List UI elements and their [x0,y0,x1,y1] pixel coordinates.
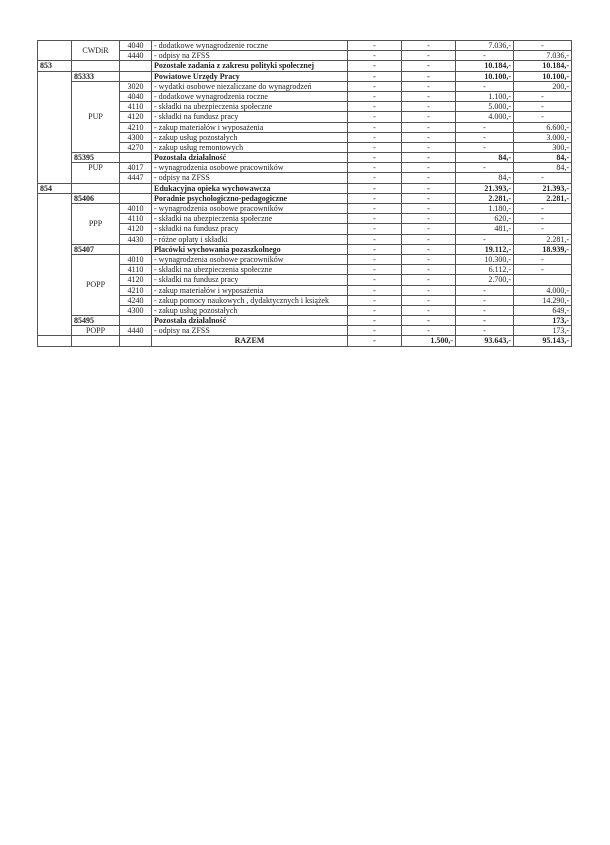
subsection-title: Pozostała działalność [152,316,348,326]
amount-col1: - [348,254,402,264]
amount-col2: - [402,122,456,132]
subsection-title: Powiatowe Urzędy Pracy [152,71,348,81]
amount-col2: - [402,305,456,315]
amount-col1: - [348,305,402,315]
amount-col3: 7.036,- [456,41,514,51]
amount-col3: 5.000,- [456,102,514,112]
paragraph-code: 4210 [120,285,152,295]
amount-col4: - [514,204,572,214]
unit-cell: PPP [72,204,120,245]
budget-table [37,40,572,347]
amount-col4: 10.184,- [514,61,572,71]
amount-col2: - [402,275,456,285]
item-description: - zakup usług pozostałych [152,305,348,315]
item-description: - składki na fundusz pracy [152,275,348,285]
table-row [38,326,572,336]
amount-col1: - [348,326,402,336]
amount-col1: - [348,316,402,326]
amount-col1: - [348,142,402,152]
amount-col1: - [348,132,402,142]
amount-col1: - [348,265,402,275]
paragraph-code: 4120 [120,275,152,285]
paragraph-code [120,71,152,81]
amount-col1: - [348,193,402,203]
amount-col2: - [402,234,456,244]
amount-col1: - [348,51,402,61]
table-row [38,41,572,51]
section-row [38,183,572,193]
dzial-cell [38,71,72,183]
amount-col4: 21.393,- [514,183,572,193]
amount-col2: - [402,295,456,305]
amount-col3: 1.100,- [456,91,514,101]
rozdzial-number: 85333 [72,71,120,81]
amount-col1: - [348,295,402,305]
item-description: - wydatki osobowe niezaliczane do wynagrodzeń [152,81,348,91]
amount-col3: 6.112,- [456,265,514,275]
amount-col1: - [348,122,402,132]
amount-col2: - [402,224,456,234]
amount-col3: - [456,163,514,173]
amount-col1: - [348,183,402,193]
amount-col2: - [402,51,456,61]
paragraph-code [120,61,152,71]
rozdzial-cell [72,61,120,71]
paragraph-code [120,244,152,254]
amount-col2: - [402,61,456,71]
item-description: - wynagrodzenia osobowe pracowników [152,204,348,214]
subsection-row [38,244,572,254]
section-title: Pozostałe zadania z zakresu polityki społecznej [152,61,348,71]
rozdzial-cell [72,336,120,346]
amount-col3: 10.100,- [456,71,514,81]
amount-col2: - [402,153,456,163]
paragraph-code: 4430 [120,234,152,244]
amount-col2: - [402,41,456,51]
amount-col2: - [402,71,456,81]
amount-col3: 620,- [456,214,514,224]
amount-col3: - [456,81,514,91]
amount-col2: 1.500,- [402,336,456,346]
item-description: - dodatkowe wynagrodzenie roczne [152,41,348,51]
paragraph-code: 4300 [120,305,152,315]
amount-col4: - [514,265,572,275]
amount-col4: 2.281,- [514,193,572,203]
amount-col3: - [456,326,514,336]
item-description: - zakup pomocy naukowych , dydaktycznych i książek [152,295,348,305]
subsection-title: Placówki wychowania pozaszkolnego [152,244,348,254]
amount-col1: - [348,71,402,81]
amount-col1: - [348,102,402,112]
amount-col4: - [514,102,572,112]
amount-col3: - [456,316,514,326]
paragraph-code: 4120 [120,112,152,122]
paragraph-code: 4010 [120,254,152,264]
amount-col4: 3.000,- [514,132,572,142]
amount-col4: 95.143,- [514,336,572,346]
amount-col1: - [348,285,402,295]
amount-col2: - [402,81,456,91]
amount-col3: 481,- [456,224,514,234]
dzial-cell [38,193,72,336]
amount-col4: 200,- [514,81,572,91]
amount-col4: - [514,173,572,183]
amount-col1: - [348,244,402,254]
paragraph-code: 4440 [120,51,152,61]
item-description: - odpisy na ZFSS [152,173,348,183]
table-row [38,204,572,214]
item-description: - zakup materiałów i wyposażenia [152,122,348,132]
amount-col4: 10.100,- [514,71,572,81]
amount-col3: 10.300,- [456,254,514,264]
paragraph-code [120,193,152,203]
paragraph-code: 4010 [120,204,152,214]
paragraph-code [120,183,152,193]
amount-col3: - [456,285,514,295]
section-row [38,61,572,71]
amount-col4: 7.036,- [514,51,572,61]
amount-col1: - [348,214,402,224]
paragraph-code: 4120 [120,224,152,234]
item-description: - dodatkowe wynagrodzenia roczne [152,91,348,101]
amount-col3: - [456,234,514,244]
item-description: - zakup materiałów i wyposażenia [152,285,348,295]
amount-col3: - [456,295,514,305]
amount-col4: 6.600,- [514,122,572,132]
amount-col2: - [402,254,456,264]
amount-col2: - [402,132,456,142]
amount-col3: - [456,122,514,132]
paragraph-code: 4440 [120,326,152,336]
amount-col3: 21.393,- [456,183,514,193]
subsection-row [38,316,572,326]
item-description: - składki na ubezpieczenia społeczne [152,214,348,224]
amount-col1: - [348,81,402,91]
amount-col4: 14.290,- [514,295,572,305]
rozdzial-number: 85395 [72,153,120,163]
amount-col3: 1.180,- [456,204,514,214]
subsection-title: Poradnie psychologiczno-pedagogiczne [152,193,348,203]
subsection-row [38,153,572,163]
amount-col1: - [348,61,402,71]
paragraph-code: 4040 [120,41,152,51]
item-description: - wynagrodzenia osobowe pracowników [152,163,348,173]
amount-col4: 84,- [514,153,572,163]
amount-col2: - [402,163,456,173]
item-description: - zakup usług remontowych [152,142,348,152]
amount-col3: 84,- [456,153,514,163]
dzial-number: 854 [38,183,72,193]
paragraph-code: 4110 [120,102,152,112]
total-row [38,336,572,346]
amount-col3: 2.281,- [456,193,514,203]
subsection-title: Pozostała działalność [152,153,348,163]
amount-col1: - [348,275,402,285]
paragraph-code: 4210 [120,122,152,132]
amount-col4: - [514,224,572,234]
amount-col4: - [514,254,572,264]
amount-col4: 4.000,- [514,285,572,295]
amount-col4: 18.939,- [514,244,572,254]
amount-col3: 4.000,- [456,112,514,122]
unit-cell: PUP [72,81,120,152]
amount-col1: - [348,112,402,122]
amount-col2: - [402,142,456,152]
amount-col2: - [402,183,456,193]
paragraph-code: 4017 [120,163,152,173]
paragraph-code: 3020 [120,81,152,91]
rozdzial-number: 85406 [72,193,120,203]
item-description: - składki na ubezpieczenia społeczne [152,102,348,112]
paragraph-code [120,153,152,163]
paragraph-code [120,316,152,326]
amount-col1: - [348,91,402,101]
paragraph-code: 4110 [120,265,152,275]
amount-col2: - [402,326,456,336]
amount-col3: 93.643,- [456,336,514,346]
paragraph-code: 4240 [120,295,152,305]
amount-col4: - [514,112,572,122]
amount-col2: - [402,214,456,224]
total-label: RAZEM [152,336,348,346]
dzial-number: 853 [38,61,72,71]
table-row [38,81,572,91]
item-description: - wynagrodzenia osobowe pracowników [152,254,348,264]
subsection-row [38,193,572,203]
amount-col2: - [402,193,456,203]
amount-col2: - [402,173,456,183]
unit-cell: PUP [72,163,120,183]
amount-col1: - [348,224,402,234]
paragraph-code: 4300 [120,132,152,142]
amount-col4: - [514,41,572,51]
paragraph-code [120,336,152,346]
amount-col2: - [402,244,456,254]
subsection-row [38,71,572,81]
paragraph-code: 4270 [120,142,152,152]
amount-col2: - [402,204,456,214]
item-description: - odpisy na ZFSS [152,326,348,336]
amount-col1: - [348,41,402,51]
amount-col3: - [456,305,514,315]
amount-col1: - [348,173,402,183]
amount-col4: - [514,214,572,224]
rozdzial-number: 85407 [72,244,120,254]
amount-col4: - [514,91,572,101]
item-description: - zakup usług pozostałych [152,132,348,142]
amount-col3: - [456,51,514,61]
paragraph-code: 4110 [120,214,152,224]
paragraph-code: 4447 [120,173,152,183]
amount-col2: - [402,102,456,112]
unit-cell: CWDiR [72,41,120,61]
item-description: - składki na ubezpieczenia społeczne [152,265,348,275]
amount-col3: 84,- [456,173,514,183]
amount-col4: 173,- [514,316,572,326]
amount-col1: - [348,234,402,244]
amount-col1: - [348,153,402,163]
amount-col1: - [348,204,402,214]
amount-col1: - [348,163,402,173]
rozdzial-cell [72,183,120,193]
amount-col2: - [402,112,456,122]
amount-col4: 173,- [514,326,572,336]
amount-col2: - [402,316,456,326]
amount-col1: - [348,336,402,346]
table-row [38,163,572,173]
dzial-cell [38,336,72,346]
amount-col2: - [402,265,456,275]
amount-col3: 19.112,- [456,244,514,254]
amount-col3: - [456,142,514,152]
amount-col4 [514,275,572,285]
amount-col2: - [402,91,456,101]
amount-col4: 2.281,- [514,234,572,244]
item-description: - różne opłaty i składki [152,234,348,244]
unit-cell: POPP [72,254,120,315]
item-description: - składki na fundusz pracy [152,112,348,122]
rozdzial-number: 85495 [72,316,120,326]
amount-col3: - [456,132,514,142]
amount-col3: 2.700,- [456,275,514,285]
dzial-cell [38,41,72,61]
amount-col4: 649,- [514,305,572,315]
budget-table-body [38,41,572,347]
amount-col2: - [402,285,456,295]
section-title: Edukacyjna opieka wychowawcza [152,183,348,193]
paragraph-code: 4040 [120,91,152,101]
table-row [38,254,572,264]
unit-cell: POPP [72,326,120,336]
amount-col4: 84,- [514,163,572,173]
item-description: - odpisy na ZFSS [152,51,348,61]
item-description: - składki na fundusz pracy [152,224,348,234]
amount-col3: 10.184,- [456,61,514,71]
amount-col4: 300,- [514,142,572,152]
